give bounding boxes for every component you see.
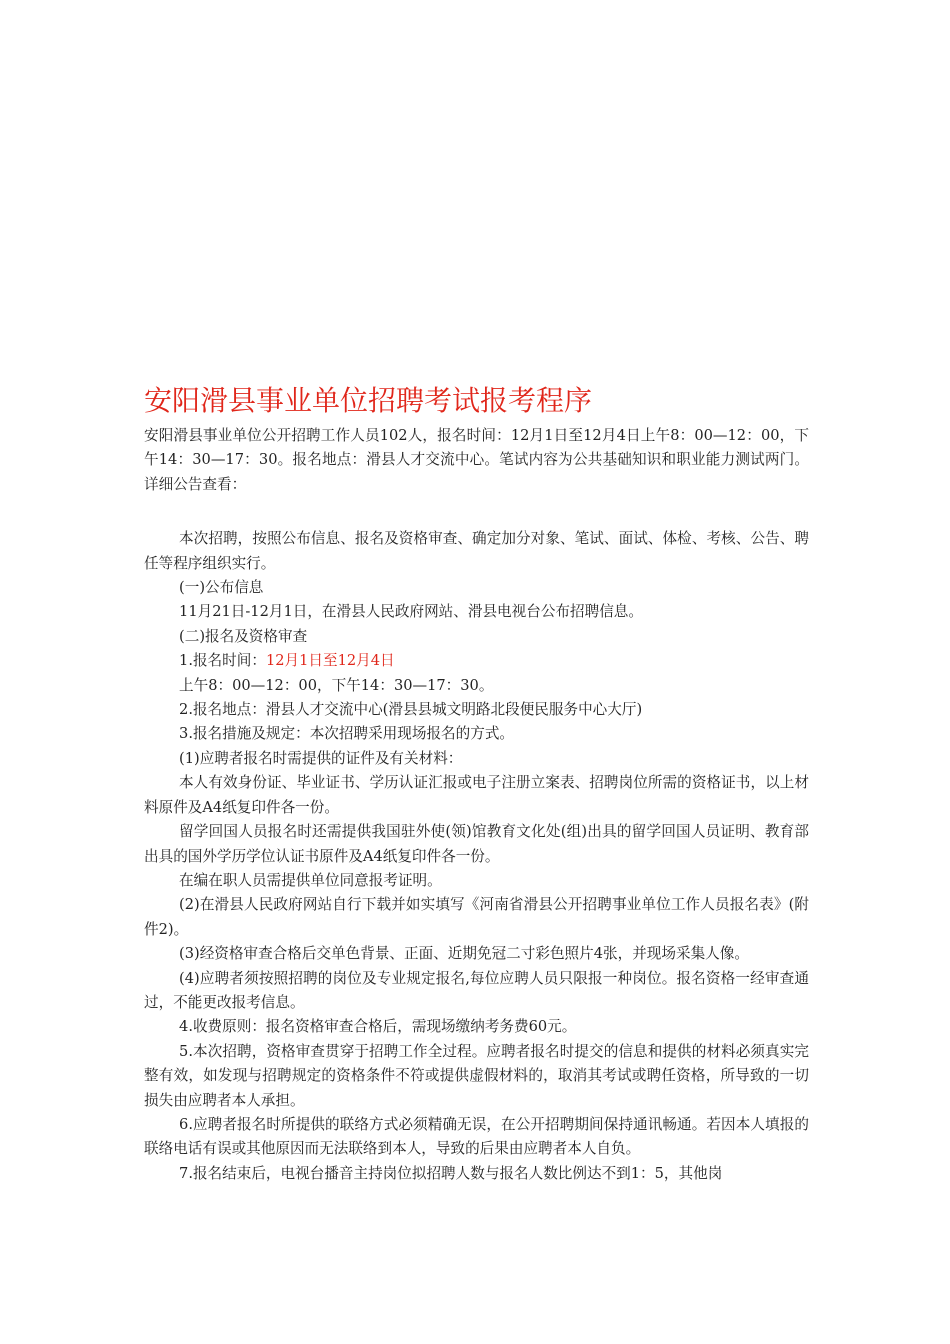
paragraph: 7.报名结束后，电视台播音主持岗位拟招聘人数与报名人数比例达不到1：5，其他岗 (179, 1164, 723, 1182)
paragraph: 在编在职人员需提供单位同意报考证明。 (179, 871, 442, 889)
section-heading: (一)公布信息 (179, 579, 264, 597)
paragraph: 留学回国人员报名时还需提供我国驻外使(领)馆教育文化处(组)出具的留学回国人员证明、教育部出具的国外学历学位认证书原件及A4纸复印件各一份。 (144, 823, 809, 865)
paragraph: (3)经资格审查合格后交单色背景、正面、近期免冠二寸彩色照片4张，并现场采集人像。 (179, 945, 749, 963)
registration-time-label: 1.报名时间： (179, 652, 266, 670)
paragraph: 3.报名措施及规定：本次招聘采用现场报名的方式。 (179, 725, 515, 743)
paragraph: (4)应聘者须按照招聘的岗位及专业规定报名,每位应聘人员只限报一种岗位。报名资格一经审查通过，不能更改报考信息。 (144, 969, 809, 1011)
paragraph: 6.应聘者报名时所提供的联络方式必须精确无误，在公开招聘期间保持通讯畅通。若因本人填报的联络电话有误或其他原因而无法联络到本人，导致的后果由应聘者本人自负。 (144, 1115, 809, 1158)
document-title: 安阳滑县事业单位招聘考试报考程序 (144, 384, 593, 417)
paragraph: (2)在滑县人民政府网站自行下载并如实填写《河南省滑县公开招聘事业单位工作人员报名表》(附件2)。 (144, 896, 809, 938)
paragraph: 2.报名地点：滑县人才交流中心(滑县县城文明路北段便民服务中心大厅) (179, 701, 643, 719)
document-page (144, 378, 809, 1186)
paragraph: 上午8：00—12：00，下午14：30—17：30。 (179, 676, 494, 694)
paragraph: 5.本次招聘，资格审查贯穿于招聘工作全过程。应聘者报名时提交的信息和提供的材料必须真实完整有效，如发现与招聘规定的资格条件不符或提供虚假材料的，取消其考试或聘任资格，所导致的一切损失由应聘者本人承担。 (144, 1042, 809, 1109)
registration-time-value: 12月1日至12月4日 (265, 652, 395, 670)
blank-line (144, 497, 809, 527)
section-heading: (二)报名及资格审查 (179, 627, 308, 645)
paragraph: 11月21日-12月1日，在滑县人民政府网站、滑县电视台公布招聘信息。 (179, 603, 643, 621)
paragraph: 本次招聘，按照公布信息、报名及资格审查、确定加分对象、笔试、面试、体检、考核、公告、聘任等程序组织实行。 (144, 530, 809, 572)
intro-paragraph: 安阳滑县事业单位公开招聘工作人员102人，报名时间：12月1日至12月4日上午8：00—12：00，下午14：30—17：30。报名地点：滑县人才交流中心。笔试内容为公共基础知识和职业能力测试两门。详细公告查看： (144, 427, 809, 493)
paragraph: 4.收费原则：报名资格审查合格后，需现场缴纳考务费60元。 (179, 1018, 577, 1036)
registration-time-line (144, 649, 809, 673)
document-body (144, 424, 809, 1186)
paragraph: (1)应聘者报名时需提供的证件及有关材料： (179, 749, 463, 767)
paragraph: 本人有效身份证、毕业证书、学历认证汇报或电子注册立案表、招聘岗位所需的资格证书，以上材料原件及A4纸复印件各一份。 (144, 774, 809, 816)
